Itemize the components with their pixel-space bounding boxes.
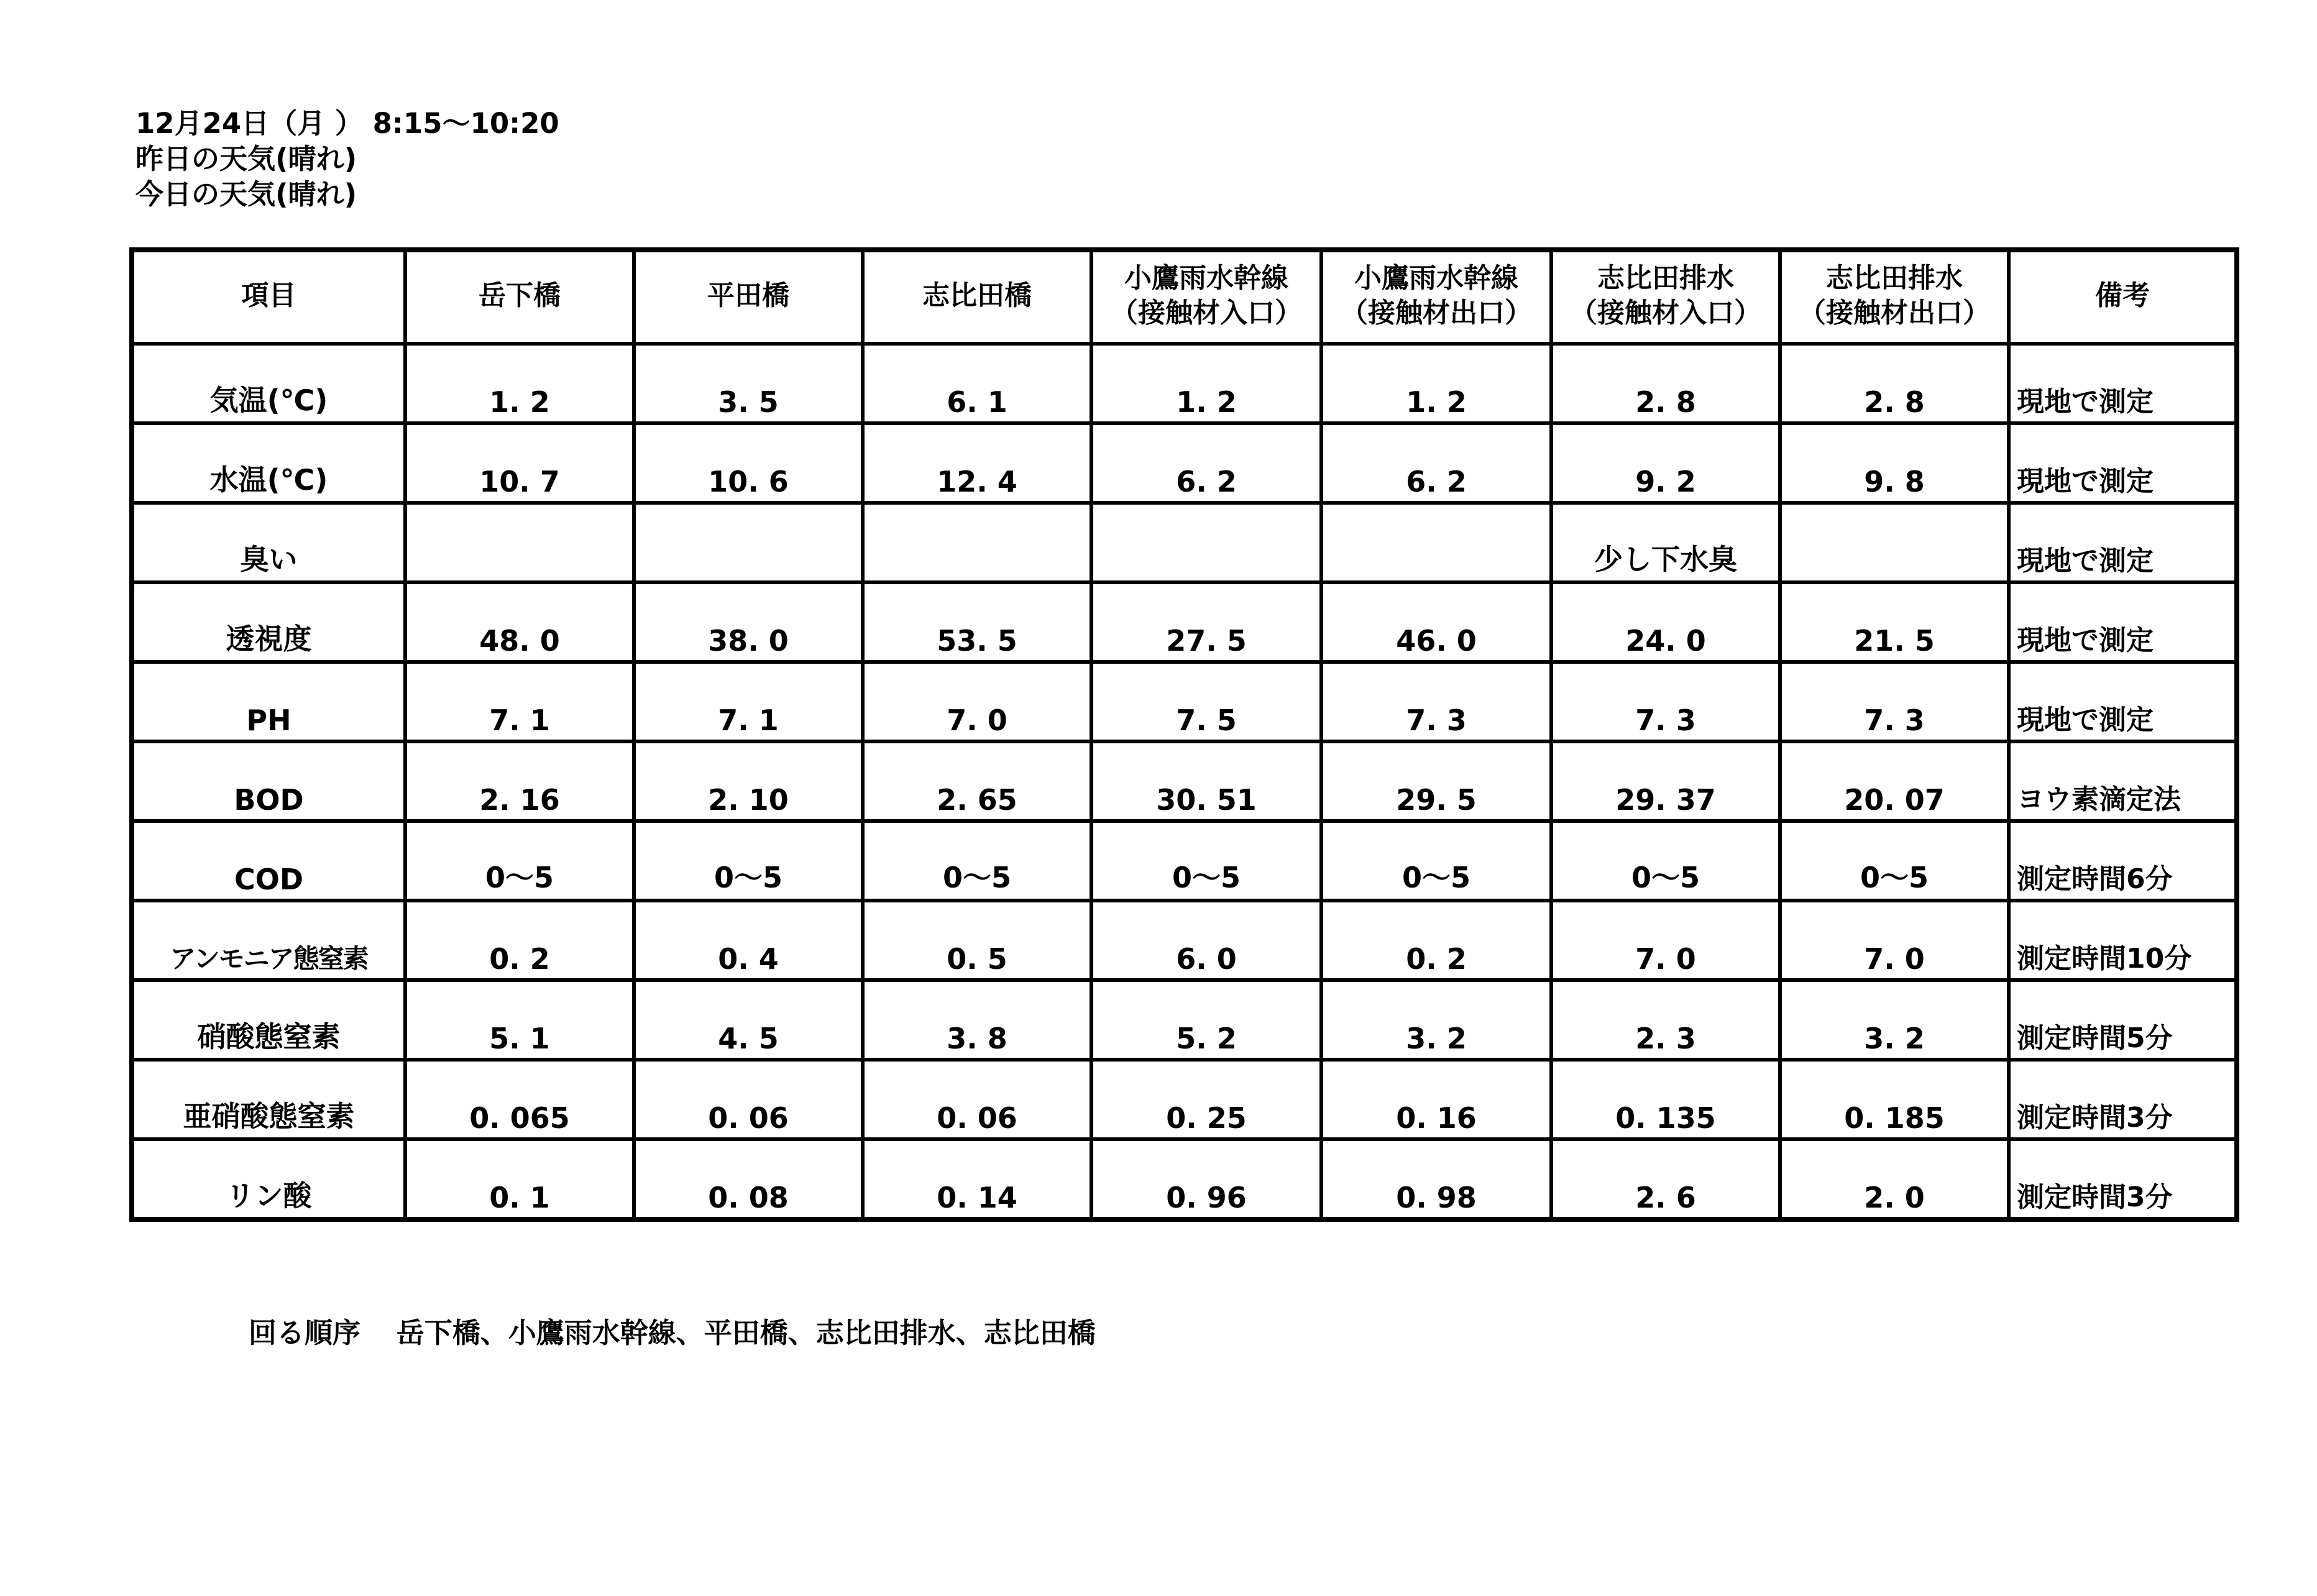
measurement-cell: 7. 3	[1321, 662, 1551, 741]
column-header-site-7	[1780, 250, 2009, 344]
measurement-cell: 9. 2	[1551, 423, 1780, 503]
route-order-value: 岳下橋、小鷹雨水幹線、平田橋、志比田排水、志比田橋	[396, 1316, 1096, 1349]
measurement-cell: 2. 8	[1551, 344, 1780, 423]
measurement-cell: 0～5	[1091, 821, 1321, 901]
row-note: 現地で測定	[2009, 503, 2237, 582]
measurement-cell: 38. 0	[634, 582, 863, 662]
measurement-cell: 0. 135	[1551, 1060, 1780, 1139]
table-header-row	[132, 250, 2237, 344]
measurement-cell	[1780, 503, 2009, 582]
measurement-cell: 0. 06	[863, 1060, 1091, 1139]
measurement-cell: 0. 4	[634, 901, 863, 980]
table-row	[132, 344, 2237, 423]
measurement-cell: 0～5	[1321, 821, 1551, 901]
table-row	[132, 901, 2237, 980]
measurement-cell: 29. 5	[1321, 741, 1551, 821]
row-item-label: BOD	[132, 741, 405, 821]
measurement-cell: 2. 65	[863, 741, 1091, 821]
column-header-site-5	[1321, 250, 1551, 344]
measurement-cell: 5. 2	[1091, 980, 1321, 1060]
row-item-label: COD	[132, 821, 405, 901]
measurement-cell: 46. 0	[1321, 582, 1551, 662]
measurement-cell: 0. 14	[863, 1139, 1091, 1219]
route-order-label: 回る順序	[249, 1316, 361, 1349]
measurement-cell: 48. 0	[405, 582, 634, 662]
row-item-label: アンモニア態窒素	[132, 901, 405, 980]
measurement-cell: 20. 07	[1780, 741, 2009, 821]
measurement-cell: 1. 2	[1321, 344, 1551, 423]
measurement-cell: 0～5	[1551, 821, 1780, 901]
table-row	[132, 1139, 2237, 1219]
table-row	[132, 741, 2237, 821]
measurement-cell: 3. 2	[1321, 980, 1551, 1060]
measurement-cell: 6. 2	[1321, 423, 1551, 503]
measurement-cell: 0. 96	[1091, 1139, 1321, 1219]
row-note: 現地で測定	[2009, 423, 2237, 503]
column-header-line: 平田橋	[707, 280, 789, 311]
column-header-line: 志比田排水	[1826, 262, 1963, 294]
column-header-line: （接触材入口）	[1111, 297, 1302, 329]
measurement-cell: 7. 0	[1551, 901, 1780, 980]
column-header-item	[132, 250, 405, 344]
table-row	[132, 1060, 2237, 1139]
report-header	[135, 106, 559, 212]
measurement-cell: 0. 065	[405, 1060, 634, 1139]
row-note: 現地で測定	[2009, 344, 2237, 423]
column-header-line: 志比田橋	[922, 280, 1032, 311]
row-note: 測定時間6分	[2009, 821, 2237, 901]
row-note: ヨウ素滴定法	[2009, 741, 2237, 821]
measurement-cell: 7. 3	[1551, 662, 1780, 741]
measurement-cell: 3. 5	[634, 344, 863, 423]
measurement-cell: 0. 185	[1780, 1060, 2009, 1139]
measurement-cell: 3. 2	[1780, 980, 2009, 1060]
measurement-cell: 0. 2	[405, 901, 634, 980]
measurement-cell: 29. 37	[1551, 741, 1780, 821]
row-item-label: PH	[132, 662, 405, 741]
measurement-cell: 2. 3	[1551, 980, 1780, 1060]
measurement-cell	[863, 503, 1091, 582]
measurement-cell: 0～5	[634, 821, 863, 901]
measurement-cell: 0. 98	[1321, 1139, 1551, 1219]
row-note: 測定時間10分	[2009, 901, 2237, 980]
measurement-cell: 0. 5	[863, 901, 1091, 980]
row-note: 測定時間3分	[2009, 1060, 2237, 1139]
column-header-line: 岳下橋	[479, 280, 561, 311]
measurement-cell: 6. 1	[863, 344, 1091, 423]
measurement-cell: 3. 8	[863, 980, 1091, 1060]
route-order	[249, 1310, 1096, 1351]
measurement-cell: 2. 0	[1780, 1139, 2009, 1219]
column-header-line: （接触材出口）	[1799, 297, 1990, 329]
measurement-cell: 0. 25	[1091, 1060, 1321, 1139]
column-header-line: 志比田排水	[1597, 262, 1734, 294]
measurement-cell: 2. 10	[634, 741, 863, 821]
measurement-cell: 0～5	[863, 821, 1091, 901]
weather-today: 今日の天気(晴れ)	[135, 178, 357, 211]
measurement-cell: 1. 2	[1091, 344, 1321, 423]
table-row	[132, 503, 2237, 582]
column-header-line: 備考	[2095, 280, 2150, 311]
column-header-line: 小鷹雨水幹線	[1354, 262, 1518, 294]
measurement-cell: 2. 8	[1780, 344, 2009, 423]
measurement-cell: 少し下水臭	[1551, 503, 1780, 582]
measurement-cell: 1. 2	[405, 344, 634, 423]
table-row	[132, 980, 2237, 1060]
measurement-cell: 9. 8	[1780, 423, 2009, 503]
measurement-cell: 53. 5	[863, 582, 1091, 662]
row-item-label: 透視度	[132, 582, 405, 662]
table-row	[132, 662, 2237, 741]
measurement-cell: 5. 1	[405, 980, 634, 1060]
table-body	[132, 344, 2237, 1219]
measurement-cell: 7. 5	[1091, 662, 1321, 741]
row-item-label: 気温(℃)	[132, 344, 405, 423]
measurement-cell: 7. 1	[634, 662, 863, 741]
column-header-line: （接触材出口）	[1341, 297, 1532, 329]
measurement-cell: 0. 16	[1321, 1060, 1551, 1139]
column-header-site-2	[634, 250, 863, 344]
measurement-cell: 21. 5	[1780, 582, 2009, 662]
column-header-line: （接触材入口）	[1570, 297, 1761, 329]
measurement-cell: 0～5	[405, 821, 634, 901]
measurement-cell: 2. 6	[1551, 1139, 1780, 1219]
measurement-cell: 0～5	[1780, 821, 2009, 901]
measurement-cell: 6. 2	[1091, 423, 1321, 503]
column-header-site-3	[863, 250, 1091, 344]
measurement-cell: 7. 1	[405, 662, 634, 741]
date-time-line: 12月24日（月 ） 8:15～10:20	[135, 107, 559, 140]
measurement-cell: 2. 16	[405, 741, 634, 821]
row-item-label: 臭い	[132, 503, 405, 582]
row-note: 現地で測定	[2009, 662, 2237, 741]
row-item-label: リン酸	[132, 1139, 405, 1219]
water-quality-table	[129, 247, 2239, 1222]
row-note: 現地で測定	[2009, 582, 2237, 662]
measurement-cell	[1091, 503, 1321, 582]
row-item-label: 水温(℃)	[132, 423, 405, 503]
measurement-cell	[634, 503, 863, 582]
row-item-label: 硝酸態窒素	[132, 980, 405, 1060]
measurement-cell: 7. 0	[863, 662, 1091, 741]
measurement-cell: 10. 7	[405, 423, 634, 503]
measurement-cell: 0. 1	[405, 1139, 634, 1219]
measurement-cell: 27. 5	[1091, 582, 1321, 662]
row-item-label: 亜硝酸態窒素	[132, 1060, 405, 1139]
column-header-site-1	[405, 250, 634, 344]
table-row	[132, 821, 2237, 901]
row-note: 測定時間3分	[2009, 1139, 2237, 1219]
column-header-line: 小鷹雨水幹線	[1124, 262, 1288, 294]
column-header-note	[2009, 250, 2237, 344]
measurement-cell: 12. 4	[863, 423, 1091, 503]
table-row	[132, 423, 2237, 503]
column-header-site-4	[1091, 250, 1321, 344]
measurement-cell: 6. 0	[1091, 901, 1321, 980]
column-header-site-6	[1551, 250, 1780, 344]
weather-yesterday: 昨日の天気(晴れ)	[135, 142, 357, 175]
column-header-line: 項目	[241, 280, 296, 311]
measurement-cell: 7. 0	[1780, 901, 2009, 980]
measurement-cell: 10. 6	[634, 423, 863, 503]
measurement-cell: 7. 3	[1780, 662, 2009, 741]
measurement-cell: 0. 2	[1321, 901, 1551, 980]
measurement-cell: 30. 51	[1091, 741, 1321, 821]
row-note: 測定時間5分	[2009, 980, 2237, 1060]
measurement-cell: 24. 0	[1551, 582, 1780, 662]
measurement-cell	[405, 503, 634, 582]
measurement-cell	[1321, 503, 1551, 582]
measurement-cell: 0. 08	[634, 1139, 863, 1219]
table-row	[132, 582, 2237, 662]
measurement-cell: 4. 5	[634, 980, 863, 1060]
measurement-cell: 0. 06	[634, 1060, 863, 1139]
